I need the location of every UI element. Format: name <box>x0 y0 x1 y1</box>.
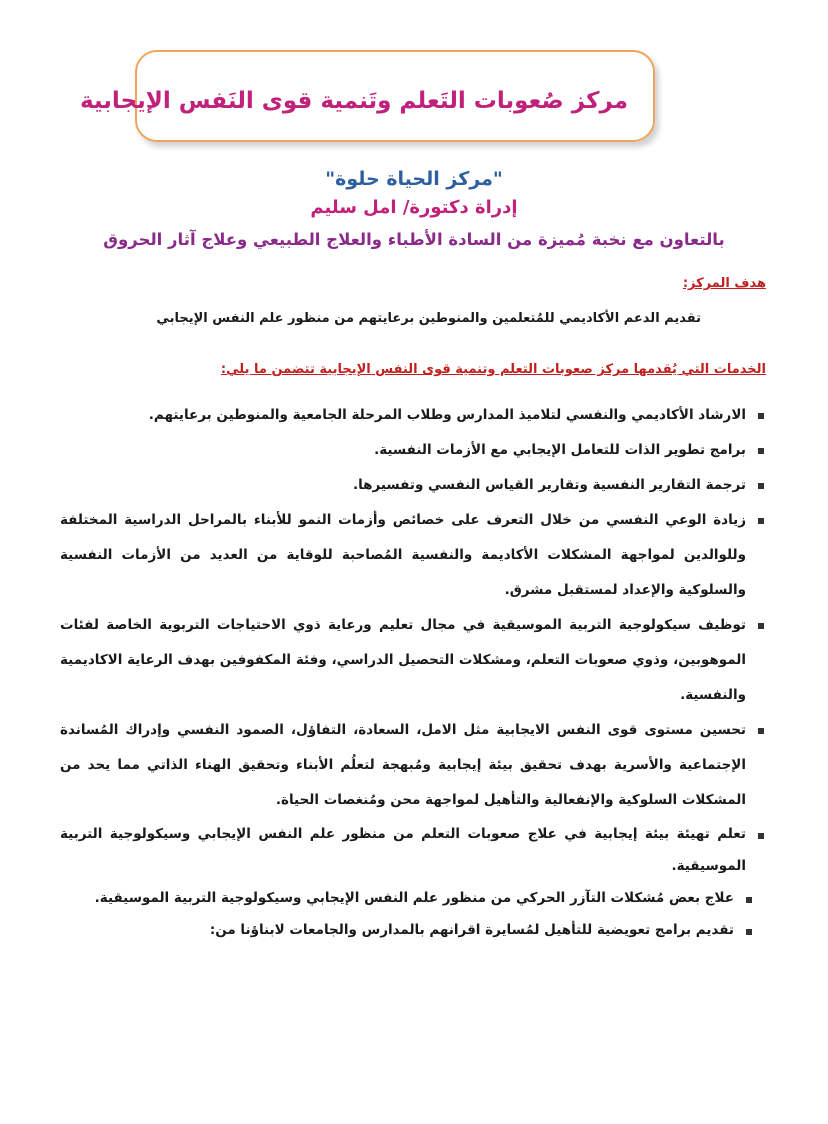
page-title: مركز صُعوبات التَعلم وتَنمية قوى النَفس الإيجابية <box>79 88 628 114</box>
services-heading: الخدمات التي يُقدمها مركز صعوبات التعلم وتنمية قوى النفس الإيجابية تتضمن ما يلي: <box>220 362 766 377</box>
list-item: توظيف سيكولوجية التربية الموسيقية في مجال تعليم ورعاية ذوي الاحتياجات التربوية الخاصة لفئات الموهوبين، وذوي صعوبات التعلم، ومشكلات التحصيل الدراسي، وفئة المكفوفين بهدف الرعاية الاكاديمية والنفسية. <box>60 608 766 713</box>
director-line: إدراة دكتورة/ امل سليم <box>310 197 518 218</box>
list-item: تحسين مستوى قوى النفس الايجابية مثل الامل، السعادة، التفاؤل، الصمود النفسي وإدراك المُساندة الإجتماعية والأسرية بهدف تحقيق بيئة إيجابية ومُبهجة لتعلُم الأبناء وتحقيق الهناء الذاتي مما يحد من المشكلات السلوكية والإنفعالية والتأهيل لمواجهة محن ومُنغصات الحياة. <box>60 713 766 818</box>
list-item: تعلم تهيئة بيئة إيجابية في علاج صعوبات التعلم من منظور علم النفس الإيجابي وسيكولوجية التربية الموسيقية. <box>60 818 766 882</box>
title-box <box>79 50 655 142</box>
list-item: زيادة الوعي النفسي من خلال التعرف على خصائص وأزمات النمو للأبناء بالمراحل الدراسية المختلفة وللوالدين لمواجهة المشكلات الأكاديمة والنفسية المُصاحبة للوقاية من العديد من الأزمات النفسية والسلوكية والإعداد لمستقبل مشرق. <box>60 503 766 608</box>
services-list <box>60 398 766 946</box>
collaboration-line: بالتعاون مع نخبة مُميزة من السادة الأطباء والعلاج الطبيعي وعلاج آثار الحروق <box>103 230 725 249</box>
list-item: تقديم برامج تعويضية للتأهيل لمُسايرة اقرانهم بالمدارس والجامعات لابناؤنا من: <box>60 914 754 946</box>
list-item: الارشاد الأكاديمي والنفسي لتلاميذ المدارس وطلاب المرحلة الجامعية والمنوطين برعايتهم. <box>60 398 766 433</box>
list-item: ترجمة التقارير النفسية وتقارير القياس النفسي وتفسيرها. <box>60 468 766 503</box>
goal-text: تقديم الدعم الأكاديمي للمُتعلمين والمنوطين برعايتهم من منظور علم النفس الإيجابي <box>156 311 701 326</box>
list-item: برامج تطوير الذات للتعامل الإيجابي مع الأزمات النفسية. <box>60 433 766 468</box>
goal-heading: هدف المركز: <box>682 276 766 291</box>
center-name: "مركز الحياة حلوة" <box>325 168 503 190</box>
list-item: علاج بعض مُشكلات التآزر الحركي من منظور علم النفس الإيجابي وسيكولوجية التربية الموسيقية. <box>60 882 754 914</box>
